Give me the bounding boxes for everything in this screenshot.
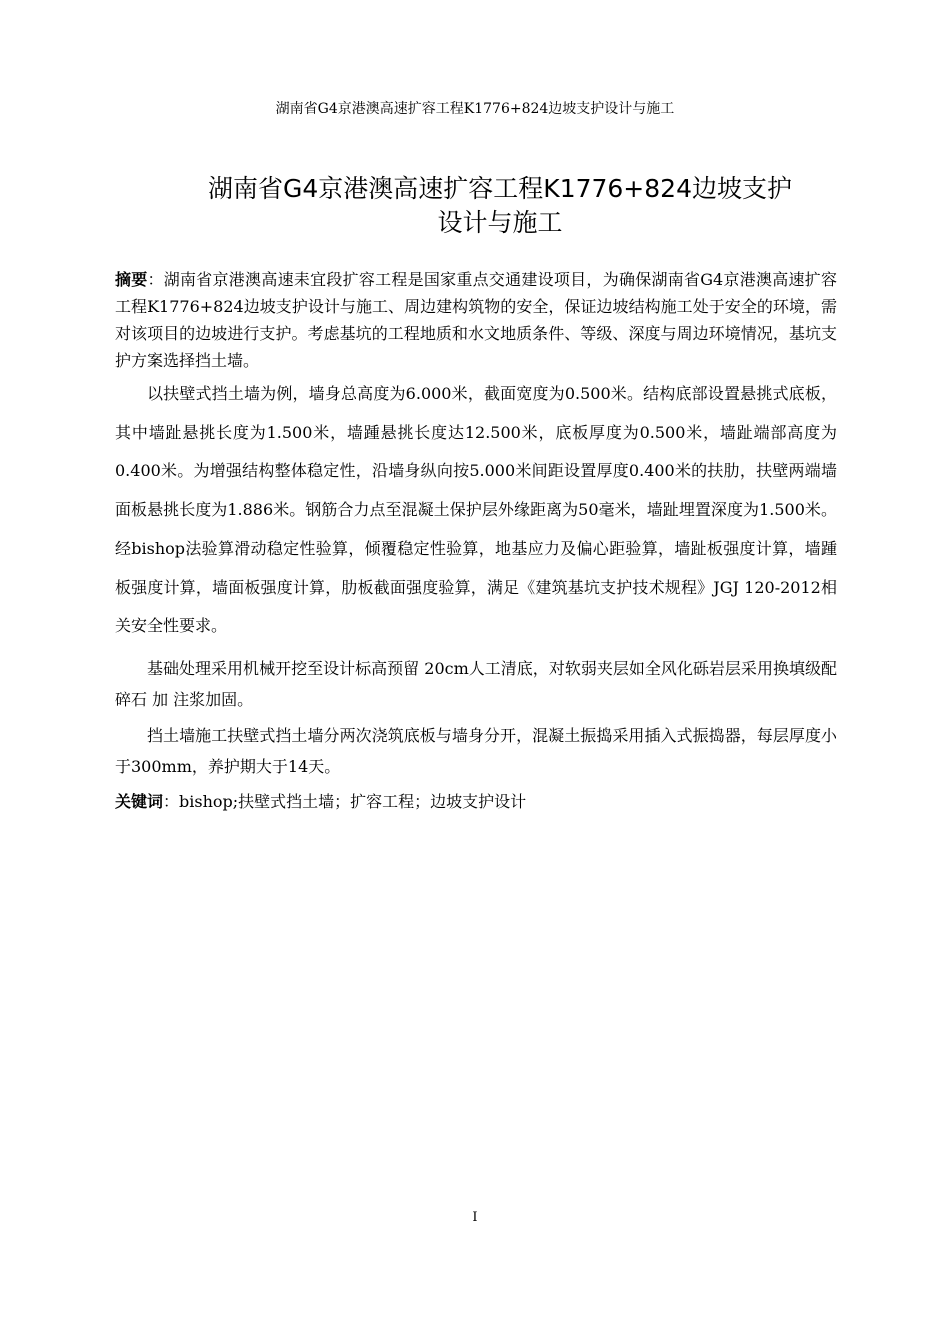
title-line-2: 设计与施工	[437, 208, 563, 237]
abstract-label: 摘要	[115, 270, 148, 289]
document-title	[150, 172, 850, 240]
keywords-label: 关键词	[115, 791, 164, 811]
abstract-paragraph	[115, 266, 837, 374]
keywords-colon: ：	[163, 791, 180, 811]
title-line-1: 湖南省G4京港澳高速扩容工程K1776+824边坡支护	[208, 174, 792, 203]
running-header: 湖南省G4京港澳高速扩容工程K1776+824边坡支护设计与施工	[275, 101, 675, 117]
abstract-text: 湖南省京港澳高速耒宜段扩容工程是国家重点交通建设项目，为确保湖南省G4京港澳高速扩容工程K1776+824边坡支护设计与施工、周边建构筑物的安全，保证边坡结构施工处于安全的环境，需对该项目的边坡进行支护。考虑基坑的工程地质和水文地质条件、等级、深度与周边环境情况，基坑支护方案选择挡土墙。	[115, 270, 837, 370]
body-paragraph-1: 以扶壁式挡土墙为例，墙身总高度为6.000米，截面宽度为0.500米。结构底部设置悬挑式底板，其中墙趾悬挑长度为1.500米，墙踵悬挑长度达12.500米，底板厚度为0.500米，墙趾端部高度为0.400米。为增强结构整体稳定性，沿墙身纵向按5.000米间距设置厚度0.400米的扶肋，扶壁两端墙面板悬挑长度为1.886米。钢筋合力点至混凝土保护层外缘距离为50毫米，墙趾埋置深度为1.500米。经bishop法验算滑动稳定性验算，倾覆稳定性验算，地基应力及偏心距验算，墙趾板强度计算，墙踵板强度计算，墙面板强度计算，肋板截面强度验算，满足《建筑基坑支护技术规程》JGJ 120-2012相关安全性要求。	[115, 384, 837, 636]
document-body	[115, 266, 837, 816]
keywords-line	[115, 788, 837, 816]
body-paragraph-3: 挡土墙施工扶壁式挡土墙分两次浇筑底板与墙身分开，混凝土振捣采用插入式振捣器，每层厚度小于300mm，养护期大于14天。	[115, 725, 837, 777]
page-number: I	[472, 1210, 478, 1225]
body-paragraph-2: 基础处理采用机械开挖至设计标高预留 20cm人工清底，对软弱夹层如全风化砾岩层采用换填级配碎石 加 注浆加固。	[115, 658, 837, 710]
keywords-text: bishop;扶壁式挡土墙；扩容工程；边坡支护设计	[179, 791, 527, 811]
abstract-colon: ：	[147, 270, 164, 289]
